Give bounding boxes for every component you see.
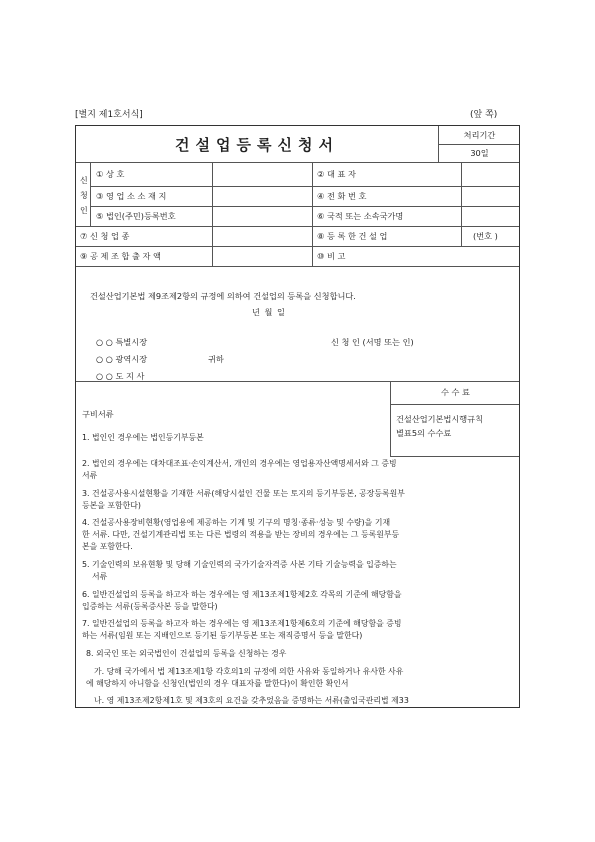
processing-period-value: 30일 bbox=[470, 147, 489, 158]
fee-text-line-1: 건설산업기본법시행규칙 bbox=[396, 414, 484, 424]
registered-number-suffix: (번호 ) bbox=[473, 230, 498, 241]
processing-period-label: 처리기간 bbox=[463, 129, 496, 140]
mutual-aid-investment-label: ⑨ 공 제 조 합 출 자 액 bbox=[80, 250, 161, 261]
applicant-label-3: 인 bbox=[80, 206, 88, 215]
applicant-signature: 신 청 인 (서명 또는 인) bbox=[331, 337, 414, 347]
fee-text-line-2: 별표5의 수수료 bbox=[396, 428, 452, 438]
documents-heading: 구비서류 bbox=[82, 409, 114, 419]
phone-number-label: ④ 전 화 번 호 bbox=[317, 190, 367, 201]
representative-label: ② 대 표 자 bbox=[317, 168, 356, 179]
recipient-metro-city: ○ ○ 광역시장 bbox=[96, 354, 148, 364]
form-title: 건설업등록신청서 bbox=[175, 135, 339, 154]
form-number: [별지 제1호서식] bbox=[75, 110, 143, 120]
registered-business-label: ⑧ 등 록 한 건 설 업 bbox=[317, 230, 388, 241]
application-form bbox=[75, 125, 520, 708]
applicant-label-2: 청 bbox=[80, 191, 88, 200]
document-item-3: 3. 건설공사용시설현황을 기재한 서류(해당시설인 건물 또는 토지의 등기부등본, 공장등록원부 등본을 포함한다) bbox=[82, 489, 405, 510]
document-item-4: 4. 건설공사용장비현황(영업용에 제공하는 기계 및 기구의 명칭·종류·성능 및 수량)을 기재 한 서류. 다만, 건설기계관리법 또는 다른 법령의 적용을 받는 장비의 경우에는 그 등록원부등 본을 포함한다. bbox=[82, 518, 400, 551]
requested-business-type-label: ⑦ 신 청 업 종 bbox=[80, 230, 130, 241]
registration-number-label: ⑤ 법인(주민)등록번호 bbox=[96, 210, 176, 221]
office-address-label: ③ 영 업 소 소 재 지 bbox=[96, 190, 167, 201]
document-item-8a: 가. 당해 국가에서 법 제13조제1항 각호의1의 규정에 의한 사유와 동일하거나 유사한 사유 에 해당하지 아니함을 신청인(법인의 경우 대표자를 말한다)이 확인한 확인서 bbox=[86, 667, 404, 688]
document-item-5: 5. 기술인력의 보유현황 및 당해 기술인력의 국가기술자격증 사본 기타 기술능력을 입증하는 서류 bbox=[82, 560, 397, 581]
nationality-label: ⑥ 국적 또는 소속국가명 bbox=[317, 210, 404, 221]
business-name-label: ① 상 호 bbox=[96, 168, 125, 179]
remarks-label: ⑩ 비 고 bbox=[317, 250, 346, 261]
recipient-province: ○ ○ 도 지 사 bbox=[96, 371, 145, 381]
page-side: (앞 쪽) bbox=[470, 110, 498, 120]
document-item-1: 1. 법인인 경우에는 법인등기부등본 bbox=[82, 433, 204, 442]
document-item-7: 7. 일반건설업의 등록을 하고자 하는 경우에는 영 제13조제1항제6호의 기준에 해당함을 증빙 하는 서류(임원 또는 지배인으로 등기된 등기부등본 또는 재직증명서 등을 말한다) bbox=[82, 619, 402, 640]
fee-label: 수 수 료 bbox=[441, 387, 470, 397]
application-statement: 건설산업기본법 제9조제2항의 규정에 의하여 건설업의 등록을 신청합니다. bbox=[90, 291, 356, 301]
document-item-2: 2. 법인의 경우에는 대차대조표·손익계산서, 개인의 경우에는 영업용자산액명세서와 그 증빙 서류 bbox=[82, 459, 397, 480]
recipient-suffix: 귀하 bbox=[208, 354, 224, 364]
document-item-8: 8. 외국인 또는 외국법인이 건설업의 등록을 신청하는 경우 bbox=[86, 649, 287, 658]
document-item-6: 6. 일반건설업의 등록을 하고자 하는 경우에는 영 제13조제1항제2호 각목의 기준에 해당함을 입증하는 서류(등록증사본 등을 말한다) bbox=[82, 590, 402, 611]
recipient-special-city: ○ ○ 특별시장 bbox=[96, 337, 148, 347]
applicant-label-1: 신 bbox=[80, 176, 88, 185]
document-item-8b: 나. 영 제13조제2항제1호 및 제3호의 요건을 갖추었음을 증명하는 서류(출입국관리법 제33 bbox=[94, 696, 409, 705]
application-date: 년 월 일 bbox=[252, 307, 285, 317]
